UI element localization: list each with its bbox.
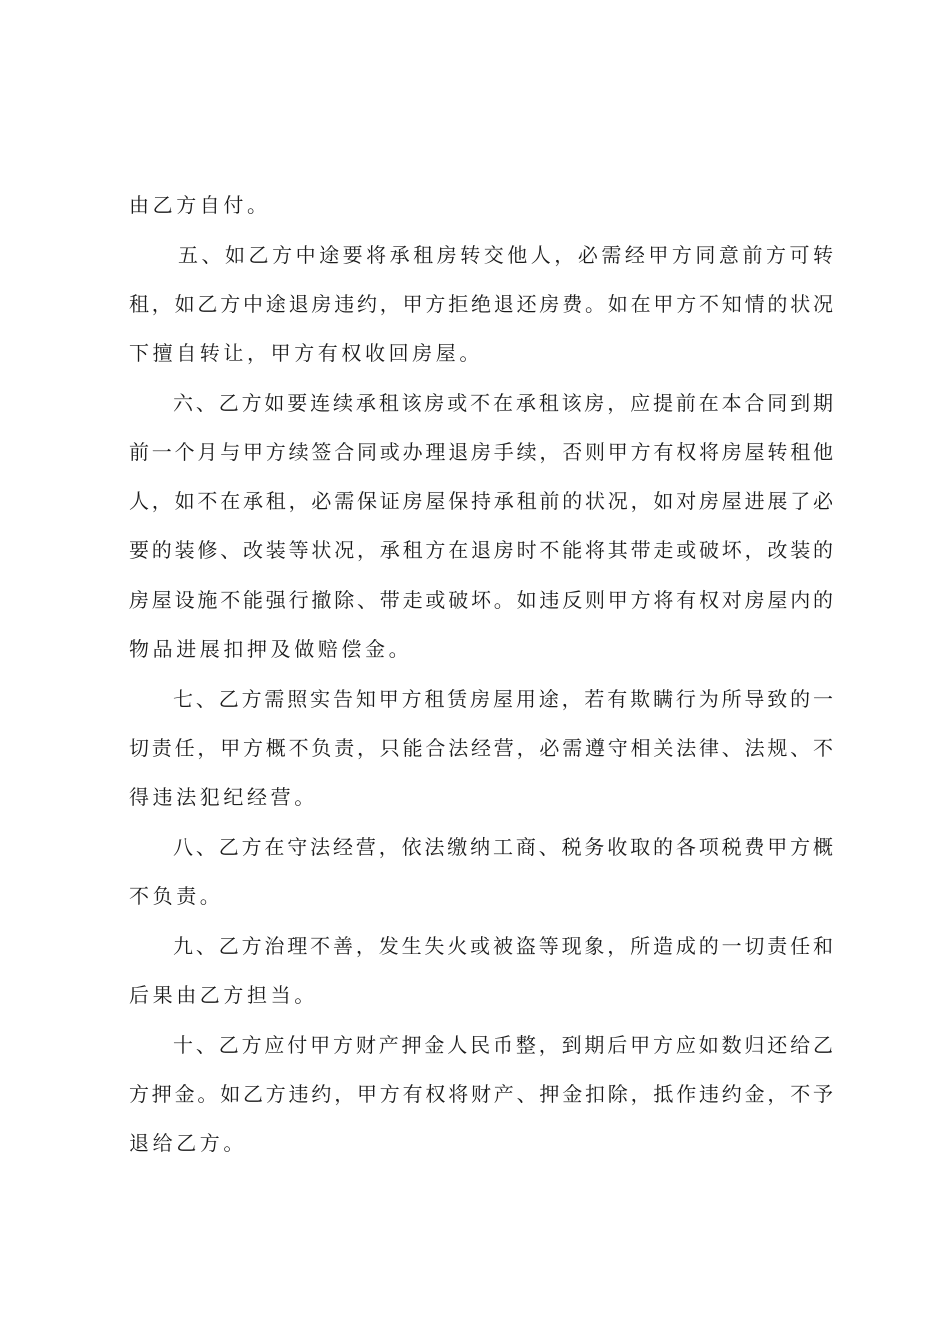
clause-9-line: 后果由乙方担当。 [129, 983, 318, 1007]
clause-5-line: 下擅自转让，甲方有权收回房屋。 [129, 341, 483, 365]
clause-7-line: 得违法犯纪经营。 [129, 785, 318, 809]
clause-6-line: 前一个月与甲方续签合同或办理退房手续，否则甲方有权将房屋转租他 [129, 440, 833, 464]
clause-6-line: 物品进展扣押及做赔偿金。 [129, 637, 413, 661]
clause-10-line: 十、乙方应付甲方财产押金人民币整，到期后甲方应如数归还给乙 [173, 1033, 833, 1057]
text-line: 由乙方自付。 [129, 193, 271, 217]
clause-5-line: 五、如乙方中途要将承租房转交他人，必需经甲方同意前方可转 [178, 243, 833, 267]
clause-8-line: 不负责。 [129, 884, 224, 908]
clause-6-line: 房屋设施不能强行撤除、带走或破坏。如违反则甲方将有权对房屋内的 [129, 588, 833, 612]
clause-9-line: 九、乙方治理不善，发生失火或被盗等现象，所造成的一切责任和 [173, 934, 833, 958]
clause-7-line: 切责任，甲方概不负责，只能合法经营，必需遵守相关法律、法规、不 [129, 736, 833, 760]
clause-7-line: 七、乙方需照实告知甲方租赁房屋用途，若有欺瞒行为所导致的一 [173, 687, 833, 711]
clause-6-line: 六、乙方如要连续承租该房或不在承租该房，应提前在本合同到期 [173, 391, 833, 415]
clause-10-line: 方押金。如乙方违约，甲方有权将财产、押金扣除，抵作违约金，不予 [129, 1082, 833, 1106]
clause-6-line: 人，如不在承租，必需保证房屋保持承租前的状况，如对房屋进展了必 [129, 489, 833, 513]
clause-6-line: 要的装修、改装等状况，承租方在退房时不能将其带走或破坏，改装的 [129, 538, 833, 562]
clause-10-line: 退给乙方。 [129, 1131, 247, 1155]
clause-5-line: 租，如乙方中途退房违约，甲方拒绝退还房费。如在甲方不知情的状况 [129, 292, 833, 316]
clause-8-line: 八、乙方在守法经营，依法缴纳工商、税务收取的各项税费甲方概 [173, 835, 833, 859]
